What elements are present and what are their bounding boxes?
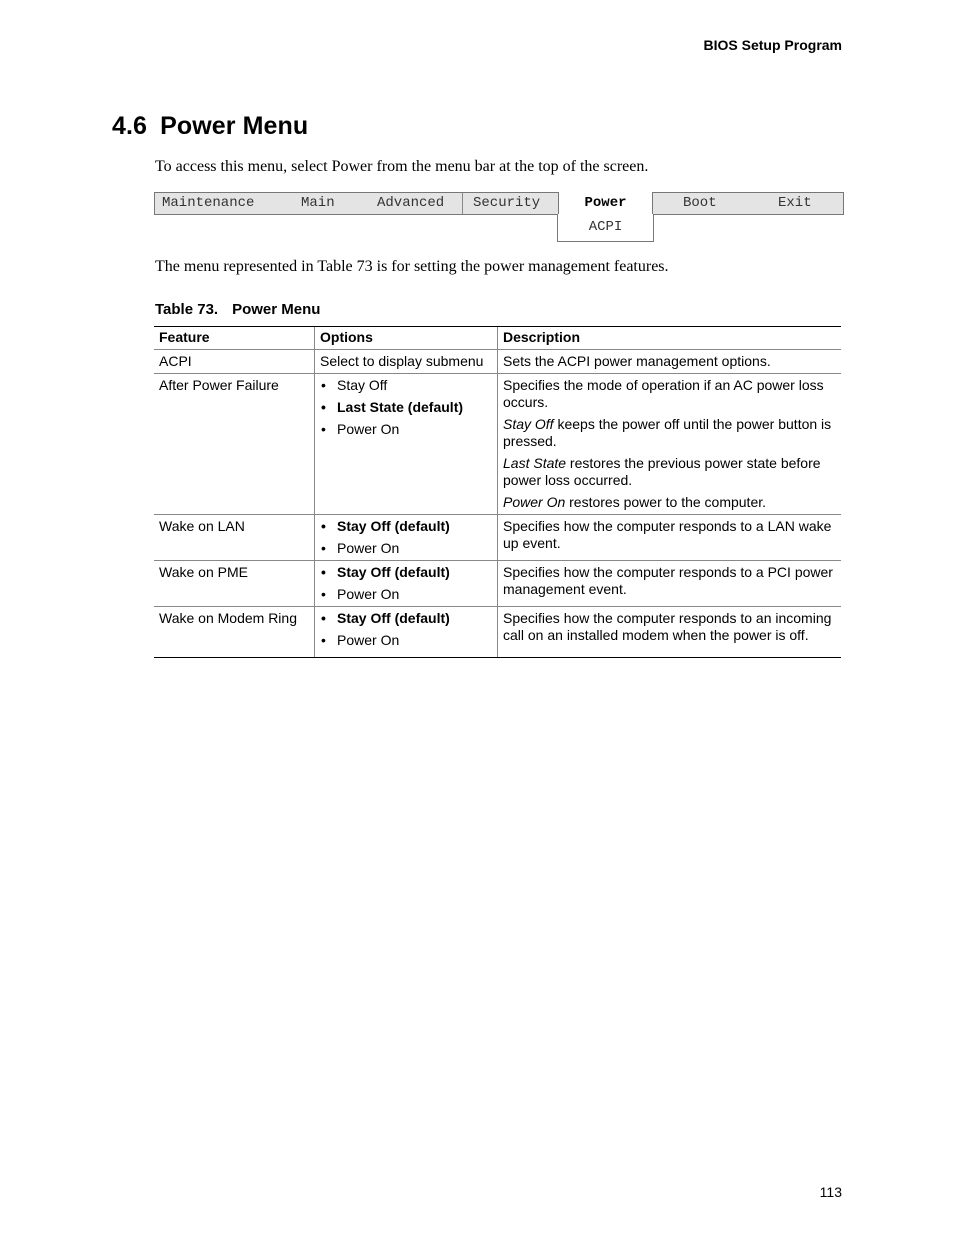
bios-menu-bar: [154, 192, 844, 215]
intro-paragraph: To access this menu, select Power from the menu bar at the top of the screen.: [155, 158, 649, 175]
description-cell: [498, 515, 842, 561]
table-row: [154, 607, 841, 658]
running-header: BIOS Setup Program: [703, 37, 842, 53]
table-number: Table 73.: [155, 301, 219, 318]
description-text: [503, 455, 836, 489]
option-name: Stay Off: [503, 416, 554, 432]
menu-item-maintenance[interactable]: Maintenance: [162, 195, 255, 211]
option-item: • Power On: [320, 540, 492, 557]
description-text-tail: restores the previous power state before power loss occurred.: [503, 455, 821, 488]
submenu-acpi[interactable]: ACPI: [557, 214, 654, 242]
description-cell: [498, 607, 842, 658]
options-cell: [315, 515, 498, 561]
options-cell: [315, 374, 498, 515]
description-text: Specifies the mode of operation if an AC power loss occurs.: [503, 377, 824, 410]
description-text: Sets the ACPI power management options.: [503, 353, 771, 369]
feature-cell: Wake on PME: [154, 561, 315, 607]
menu-item-main[interactable]: Main: [301, 195, 335, 211]
option-item: • Power On: [320, 421, 492, 438]
section-number: 4.6: [112, 112, 148, 140]
description-text: [503, 494, 836, 511]
table-header-row: [154, 327, 841, 350]
description-text: Specifies how the computer responds to an incoming call on an installed modem when the power is off.: [503, 610, 832, 643]
option-name: Power On: [503, 494, 566, 510]
option-item-default: • Stay Off (default): [320, 564, 492, 581]
table-row: [154, 515, 841, 561]
option-item: • Stay Off: [320, 377, 492, 394]
section-title-text: Power Menu: [160, 112, 309, 140]
power-menu-table: [154, 326, 841, 658]
header-options: Options: [315, 327, 498, 350]
description-cell: [498, 561, 842, 607]
section-title: [112, 112, 308, 141]
options-cell: [315, 561, 498, 607]
options-cell: [315, 607, 498, 658]
option-name: Last State: [503, 455, 567, 471]
page-number: 113: [819, 1184, 842, 1200]
header-feature: Feature: [154, 327, 315, 350]
table-row: [154, 350, 841, 374]
option-item: • Power On: [320, 586, 492, 603]
menu-item-security[interactable]: Security: [473, 195, 541, 211]
menu-item-exit[interactable]: Exit: [778, 195, 812, 211]
option-item-default: • Stay Off (default): [320, 610, 492, 627]
menu-item-boot[interactable]: Boot: [683, 195, 717, 211]
table-row: [154, 561, 841, 607]
feature-cell: ACPI: [154, 350, 315, 374]
option-item-default: • Last State (default): [320, 399, 492, 416]
feature-cell: Wake on LAN: [154, 515, 315, 561]
description-cell: [498, 350, 842, 374]
options-cell: Select to display submenu: [315, 350, 498, 374]
table-caption: [155, 301, 320, 318]
table-title: Power Menu: [232, 301, 321, 318]
description-paragraph: The menu represented in Table 73 is for setting the power management features.: [155, 258, 669, 275]
option-item: • Power On: [320, 632, 492, 649]
header-description: Description: [498, 327, 842, 350]
description-text-tail: restores power to the computer.: [565, 494, 767, 510]
description-text: Specifies how the computer responds to a LAN wake up event.: [503, 518, 832, 551]
feature-cell: After Power Failure: [154, 374, 315, 515]
description-text-tail: keeps the power off until the power button is pressed.: [503, 416, 832, 449]
menu-item-advanced[interactable]: Advanced: [377, 195, 445, 211]
menu-separator: [462, 193, 463, 214]
option-item-default: • Stay Off (default): [320, 518, 492, 535]
description-text: [503, 416, 836, 450]
table-row: [154, 374, 841, 515]
feature-cell: Wake on Modem Ring: [154, 607, 315, 658]
description-cell: [498, 374, 842, 515]
description-text: Specifies how the computer responds to a PCI power management event.: [503, 564, 833, 597]
menu-item-power-active[interactable]: Power: [558, 192, 653, 215]
